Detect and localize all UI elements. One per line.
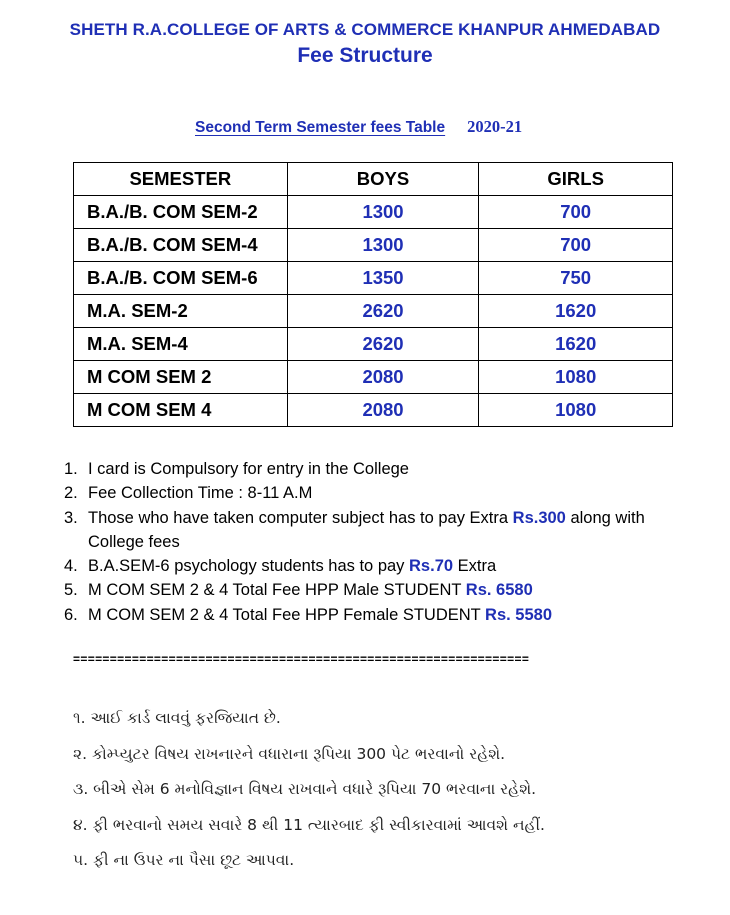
column-header-boys: BOYS — [287, 163, 479, 196]
note-text: Fee Collection Time : 8-11 A.M — [88, 484, 313, 503]
fee-amount-highlight: Rs. 5580 — [485, 605, 552, 624]
note-text: B.A.SEM-6 psychology students has to pay Rs.70 Extra — [88, 557, 497, 576]
fee-amount-highlight: Rs.300 — [512, 508, 566, 527]
table-header-row — [74, 163, 673, 196]
english-notes-list — [64, 457, 648, 627]
list-item — [64, 506, 648, 555]
list-item: ૩. બીએ સેમ 6 મનોવિજ્ઞાન વિષય રાખવાને વધારે રૂપિયા 70 ભરવાના રહેશે. — [73, 780, 537, 798]
fee-amount-highlight: Rs.70 — [409, 557, 454, 576]
table-row — [74, 196, 673, 229]
table-heading-text: Second Term Semester fees Table — [195, 119, 446, 136]
note-text: Those who have taken computer subject has to pay Extra Rs.300 along with College fees — [88, 508, 645, 551]
boys-fee-cell: 1300 — [287, 196, 479, 229]
note-text: M COM SEM 2 & 4 Total Fee HPP Female STUDENT Rs. 5580 — [88, 605, 552, 624]
semester-cell: M COM SEM 2 — [74, 361, 288, 394]
table-row — [74, 262, 673, 295]
list-number: 2. — [64, 484, 78, 503]
list-item — [64, 481, 648, 505]
list-number: 5. — [64, 581, 78, 600]
boys-fee-cell: 1350 — [287, 262, 479, 295]
boys-fee-cell: 2080 — [287, 361, 479, 394]
semester-cell: B.A./B. COM SEM-4 — [74, 229, 288, 262]
table-row — [74, 328, 673, 361]
table-row — [74, 394, 673, 427]
table-row — [74, 361, 673, 394]
list-item — [64, 554, 648, 578]
separator-line: ============================================================== — [73, 652, 530, 666]
list-number: 6. — [64, 605, 78, 624]
boys-fee-cell: 1300 — [287, 229, 479, 262]
list-number: 4. — [64, 557, 78, 576]
list-item: ૪. ફી ભરવાનો સમય સવારે 8 થી 11 ત્યારબાદ ફી સ્વીકારવામાં આવશે નહીં. — [73, 815, 545, 834]
table-row — [74, 229, 673, 262]
note-text: M COM SEM 2 & 4 Total Fee HPP Male STUDENT Rs. 6580 — [88, 581, 533, 600]
column-header-girls: GIRLS — [479, 163, 673, 196]
table-row — [74, 295, 673, 328]
girls-fee-cell: 1620 — [479, 295, 673, 328]
girls-fee-cell: 1080 — [479, 361, 673, 394]
list-item — [64, 603, 648, 627]
page-title: Fee Structure — [297, 44, 433, 67]
girls-fee-cell: 750 — [479, 262, 673, 295]
college-name: SHETH R.A.COLLEGE OF ARTS & COMMERCE KHANPUR AHMEDABAD — [69, 20, 661, 39]
semester-cell: M.A. SEM-4 — [74, 328, 288, 361]
list-item: ૧. આઈ કાર્ડ લાવવું ફરજિયાત છે. — [73, 709, 281, 727]
semester-cell: B.A./B. COM SEM-6 — [74, 262, 288, 295]
list-item — [64, 457, 648, 481]
list-item: ૫. ફી ના ઉપર ના પૈસા છૂટ આપવા. — [73, 851, 295, 869]
column-header-semester: SEMESTER — [74, 163, 288, 196]
girls-fee-cell: 700 — [479, 229, 673, 262]
boys-fee-cell: 2620 — [287, 295, 479, 328]
boys-fee-cell: 2620 — [287, 328, 479, 361]
list-item — [64, 578, 648, 602]
academic-year: 2020-21 — [467, 117, 523, 136]
fees-table — [73, 162, 673, 427]
list-item: ૨. કોમ્પ્યુટર વિષય રાખનારને વધારાના રૂપિયા 300 પેટ ભરવાનો રહેશે. — [73, 744, 506, 763]
fee-amount-highlight: Rs. 6580 — [465, 581, 533, 600]
list-number: 1. — [64, 460, 78, 478]
table-heading — [195, 117, 522, 137]
girls-fee-cell: 700 — [479, 196, 673, 229]
girls-fee-cell: 1080 — [479, 394, 673, 427]
semester-cell: M.A. SEM-2 — [74, 295, 288, 328]
gujarati-notes-list — [73, 701, 545, 879]
girls-fee-cell: 1620 — [479, 328, 673, 361]
boys-fee-cell: 2080 — [287, 394, 479, 427]
semester-cell: M COM SEM 4 — [74, 394, 288, 427]
list-number: 3. — [64, 508, 78, 527]
semester-cell: B.A./B. COM SEM-2 — [74, 196, 288, 229]
note-text: I card is Compulsory for entry in the College — [88, 460, 409, 478]
